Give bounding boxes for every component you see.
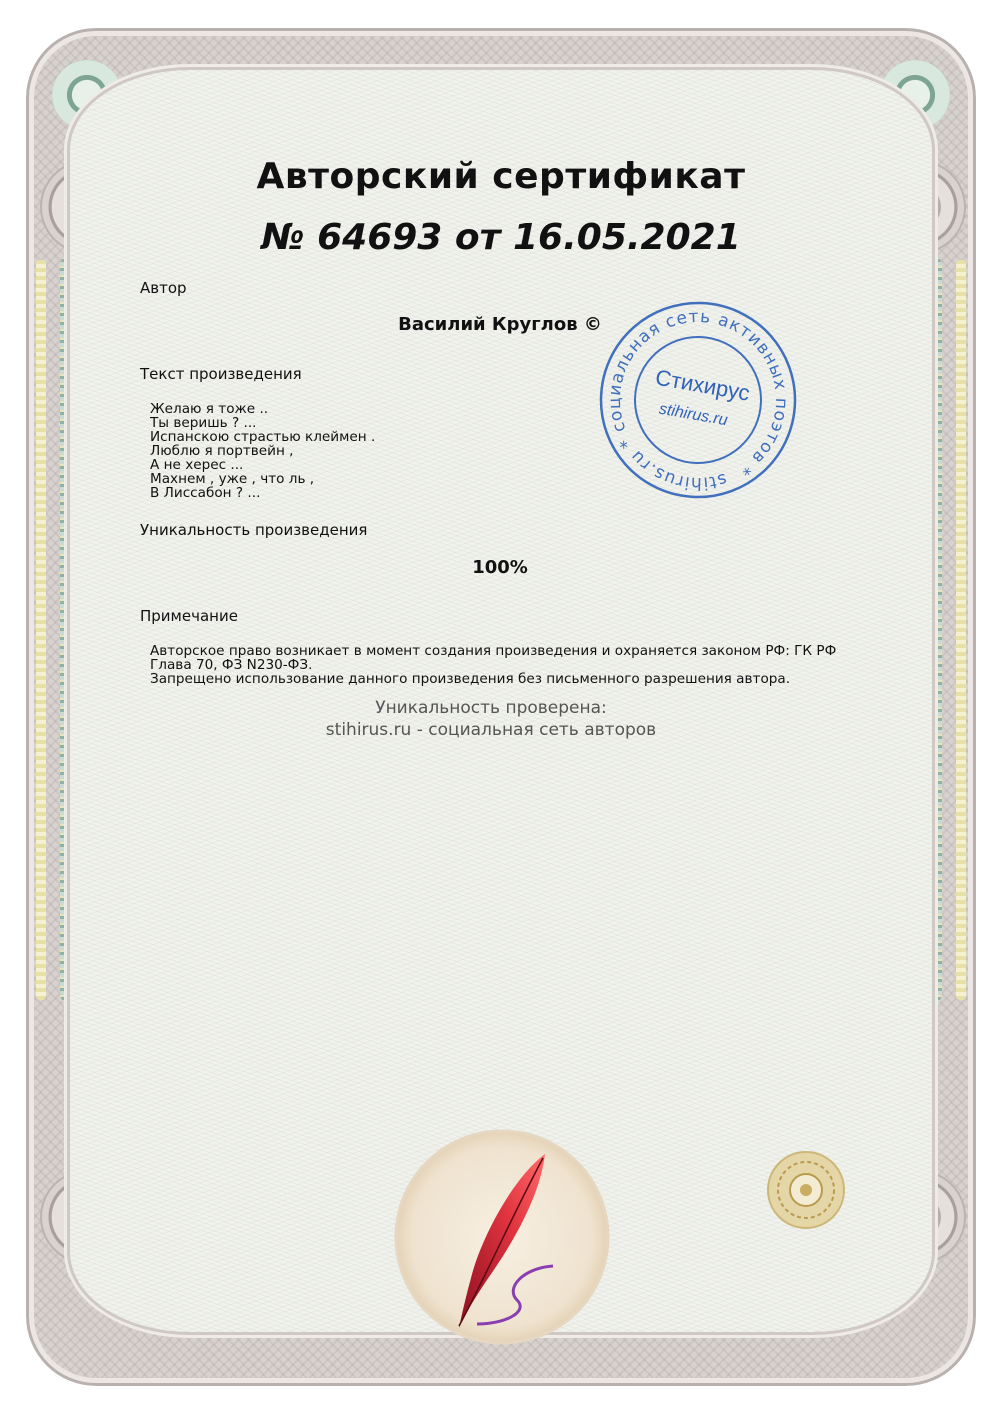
author-name: Василий Круглов ©	[398, 314, 602, 335]
stamp-seal-icon	[598, 300, 798, 500]
poem-text	[150, 402, 375, 500]
verification-site: stihirus.ru - социальная сеть авторов	[325, 720, 657, 740]
certificate-number: № 64693 от 16.05.2021	[261, 217, 741, 258]
note-label: Примечание	[140, 607, 238, 625]
verification-line: Уникальность проверена:	[375, 698, 607, 718]
stamp-ring-text: stihirus.ru * социальная сеть активных поэтов *	[604, 306, 792, 494]
guilloche-strip-right	[956, 260, 966, 1000]
uniqueness-label: Уникальность произведения	[140, 521, 368, 539]
poem-line: Желаю я тоже ..	[150, 401, 269, 417]
gold-rosette-icon	[766, 1150, 846, 1230]
poem-line: В Лиссабон ? ...	[150, 485, 261, 501]
certificate-title: Авторский сертификат	[256, 156, 746, 197]
stamp-center-sub: stihirus.ru	[657, 400, 729, 430]
feather-seal-icon	[393, 1128, 611, 1346]
poem-line: Люблю я портвейн ,	[150, 443, 294, 459]
note-line: Запрещено использование данного произведения без письменного разрешения автора.	[150, 671, 791, 687]
guilloche-strip-left	[36, 260, 46, 1000]
poem-line: Махнем , уже , что ль ,	[150, 471, 315, 487]
uniqueness-value: 100%	[472, 557, 528, 578]
note-text	[150, 644, 850, 686]
author-label: Автор	[140, 279, 187, 297]
poem-line: А не херес ...	[150, 457, 244, 473]
poem-line: Испанскою страстью клеймен .	[150, 429, 376, 445]
stamp-center-title: Стихирус	[653, 364, 752, 406]
verification-text	[0, 697, 982, 741]
poem-line: Ты веришь ? ...	[150, 415, 257, 431]
work-label: Текст произведения	[140, 365, 302, 383]
note-line: Авторское право возникает в момент создания произведения и охраняется законом РФ: ГК РФ Глава 70, ФЗ N230-ФЗ.	[150, 643, 837, 673]
